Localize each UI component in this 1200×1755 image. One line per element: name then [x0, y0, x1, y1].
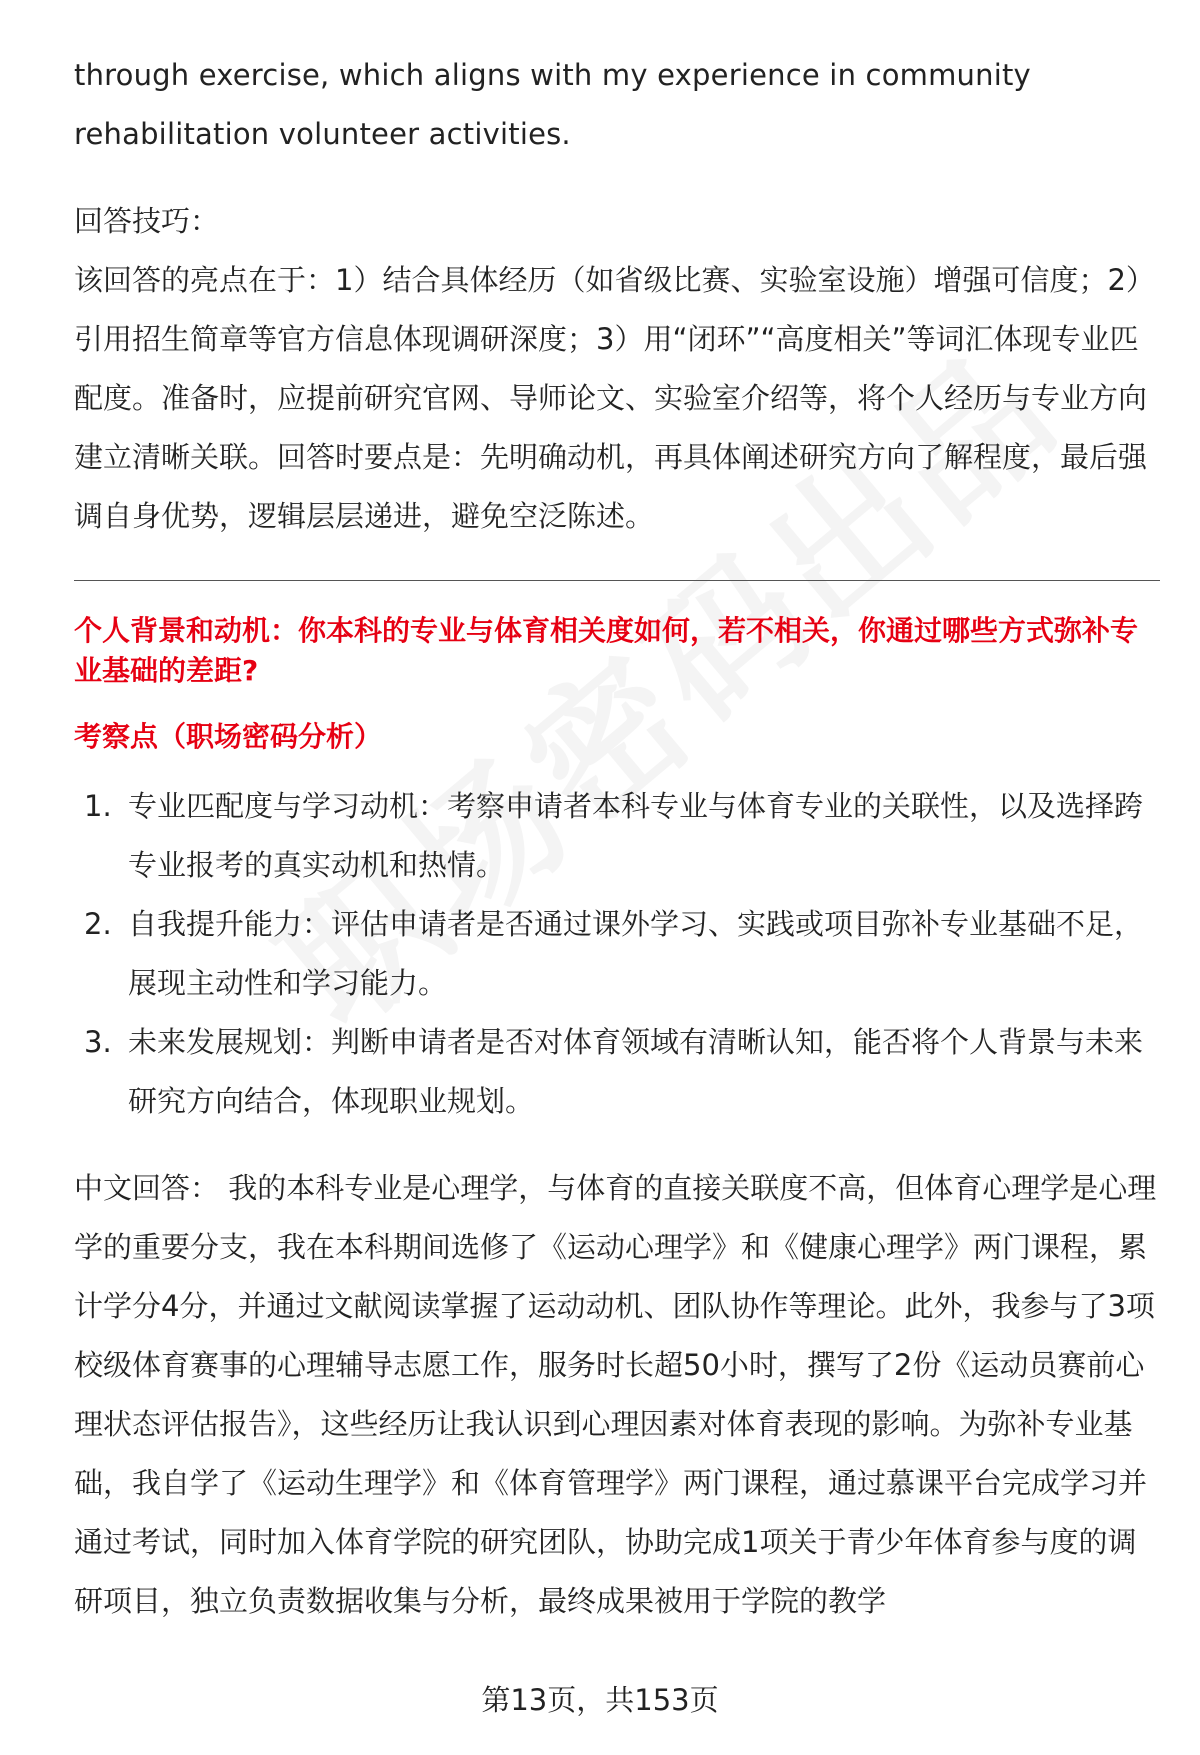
intro-paragraph: through exercise, which aligns with my experience in community rehabilitation volunteer activities. — [74, 58, 1031, 151]
list-item-number: 3. — [84, 1025, 112, 1059]
section-divider — [74, 580, 1160, 581]
page-number: 第13页，共153页 — [481, 1683, 719, 1717]
list-item-text: 自我提升能力：评估申请者是否通过课外学习、实践或项目弥补专业基础不足，展现主动性和学习能力。 — [128, 907, 1144, 1000]
list-item-number: 1. — [84, 789, 112, 823]
tips-body: 该回答的亮点在于：1）结合具体经历（如省级比赛、实验室设施）增强可信度；2）引用招生简章等官方信息体现调研深度；3）用“闭环”“高度相关”等词汇体现专业匹配度。准备时，应提前研究官网、导师论文、实验室介绍等，将个人经历与专业方向建立清晰关联。回答时要点是：先明确动机，再具体阐述研究方向了解程度，最后强调自身优势，逻辑层层递进，避免空泛陈述。 — [74, 263, 1155, 533]
list-item — [74, 1013, 1160, 1131]
tips-label: 回答技巧： — [74, 204, 220, 238]
list-item — [74, 895, 1160, 1013]
list-item-text: 未来发展规划：判断申请者是否对体育领域有清晰认知，能否将个人背景与未来研究方向结合，体现职业规划。 — [128, 1025, 1144, 1118]
list-item-number: 2. — [84, 907, 112, 941]
focus-heading: 考察点（职场密码分析） — [74, 720, 383, 753]
page-content — [74, 46, 1160, 1631]
list-item — [74, 777, 1160, 895]
list-item-text: 专业匹配度与学习动机：考察申请者本科专业与体育专业的关联性，以及选择跨专业报考的真实动机和热情。 — [128, 789, 1144, 882]
answer-paragraph: 中文回答： 我的本科专业是心理学，与体育的直接关联度不高，但体育心理学是心理学的重要分支，我在本科期间选修了《运动心理学》和《健康心理学》两门课程，累计学分4分，并通过文献阅读掌握了运动动机、团队协作等理论。此外，我参与了3项校级体育赛事的心理辅导志愿工作，服务时长超50小时，撰写了2份《运动员赛前心理状态评估报告》，这些经历让我认识到心理因素对体育表现的影响。为弥补专业基础，我自学了《运动生理学》和《体育管理学》两门课程，通过慕课平台完成学习并通过考试，同时加入体育学院的研究团队，协助完成1项关于青少年体育参与度的调研项目，独立负责数据收集与分析，最终成果被用于学院的教学 — [74, 1171, 1157, 1618]
question-title: 个人背景和动机：你本科的专业与体育相关度如何，若不相关，你通过哪些方式弥补专业基础的差距? — [74, 614, 1139, 687]
focus-points-list — [74, 777, 1160, 1131]
